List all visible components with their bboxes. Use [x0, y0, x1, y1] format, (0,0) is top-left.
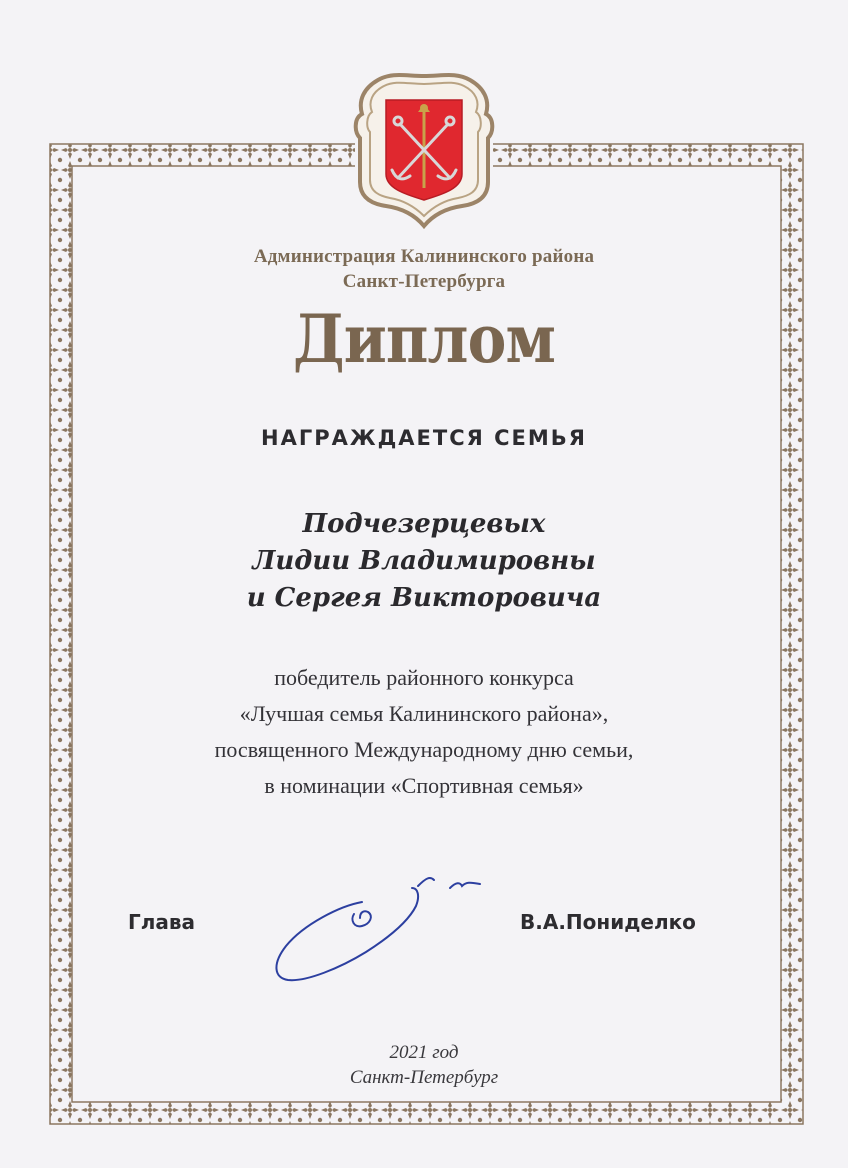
recipient-line-3: и Сергея Викторовича — [246, 583, 602, 613]
document-title: Диплом — [292, 300, 556, 378]
citation-line-3: посвященного Международному дню семьи, — [214, 737, 634, 762]
coat-of-arms-icon — [352, 70, 496, 230]
issuer-line-1: Администрация Калининского района — [253, 246, 595, 267]
awarded-label: НАГРАЖДАЕТСЯ СЕМЬЯ — [261, 426, 587, 450]
handwritten-signature-icon — [270, 872, 500, 990]
signatory-name: В.А.Пониделко — [520, 910, 696, 934]
issuer-name — [0, 244, 848, 294]
recipient-line-2: Лидии Владимировны — [252, 546, 596, 576]
citation-line-4: в номинации «Спортивная семья» — [264, 773, 584, 798]
recipient-line-1: Подчезерцевых — [302, 509, 546, 539]
citation-text — [0, 660, 848, 804]
footer-city: Санкт-Петербург — [349, 1067, 499, 1088]
footer — [0, 1040, 848, 1090]
recipient-name — [0, 506, 848, 617]
citation-line-1: победитель районного конкурса — [274, 665, 574, 690]
footer-year: 2021 год — [389, 1042, 459, 1063]
citation-line-2: «Лучшая семья Калининского района», — [239, 701, 609, 726]
issuer-line-2: Санкт-Петербурга — [342, 271, 506, 292]
signatory-role: Глава — [128, 910, 196, 934]
